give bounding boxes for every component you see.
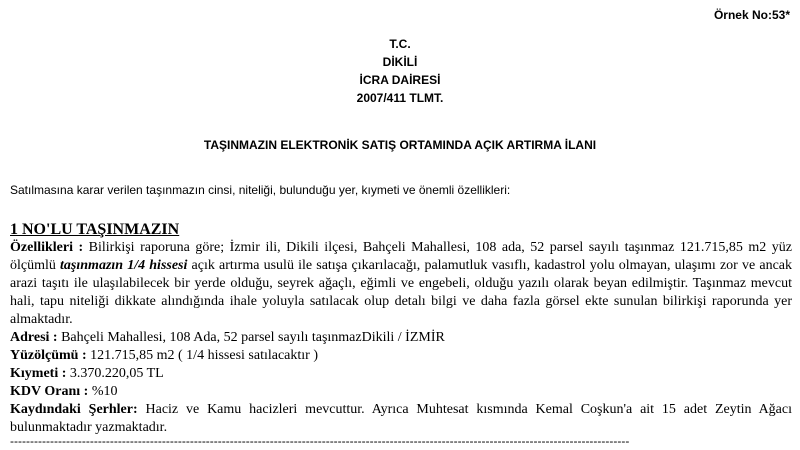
- property-area: [10, 347, 792, 365]
- features-text-before: Bilirkişi raporuna göre; İzmir ili, Dikili ilçesi, Bahçeli Mahallesi, 108 ada, 52 parsel sayılı taşınmaz 121.715,85 m2 yüz ölçümlü: [10, 240, 792, 273]
- property-section-title: 1 NO'LU TAŞINMAZIN: [10, 221, 180, 238]
- value-amount: 3.370.220,05 TL: [66, 366, 164, 381]
- area-value: 121.715,85 m2 ( 1/4 hissesi satılacaktır ): [86, 348, 318, 363]
- header-line-district: DİKİLİ: [382, 55, 418, 69]
- vat-value: %10: [88, 384, 118, 399]
- section-divider: -----------------------------------------------------------------------------------------------------------------------------------------------------------: [10, 434, 630, 448]
- sample-number: Örnek No:53*: [713, 8, 790, 22]
- property-value: [10, 365, 792, 383]
- area-label: Yüzölçümü :: [10, 348, 87, 363]
- annotations-label: Kaydındaki Şerhler:: [10, 402, 138, 417]
- property-vat-rate: [10, 383, 792, 401]
- property-address: [10, 329, 792, 347]
- header-line-file-number: 2007/411 TLMT.: [356, 91, 444, 105]
- property-annotations: [10, 401, 792, 437]
- intro-text: Satılmasına karar verilen taşınmazın cinsi, niteliği, bulunduğu yer, kıymeti ve önemli özellikleri:: [10, 183, 511, 197]
- annotations-value: Haciz ve Kamu hacizleri mevcuttur. Ayrıca Muhtesat kısmında Kemal Coşkun'a ait 15 adet Zeytin Ağacı bulunmaktadır yazmaktadır.: [10, 402, 793, 435]
- property-section: [10, 220, 792, 437]
- document-header: [0, 35, 800, 107]
- features-emphasis: taşınmazın 1/4 hissesi: [60, 258, 188, 273]
- address-label: Adresi :: [10, 330, 58, 345]
- features-text-after: açık artırma usulü ile satışa çıkarılacağı, palamutluk vasıflı, kadastrol yolu olmayan, ulaşımı zor ve ancak arazi taşıtı ile ulaşılabilecek bir yerde olduğu, seyrek ağaçlı, eğimli ve engebeli, olduğu yazılı olarak beyan edilmiştir. Taşınmaz mevcut hali, tapu niteliği dikkate alındığında ihale yoluyla satılacak olup detalı bilgi ve daha fazla görsel ekte sunulan bilirkişi raporunda yer almaktadır.: [10, 258, 793, 327]
- vat-label: KDV Oranı :: [10, 384, 89, 399]
- announcement-title: TAŞINMAZIN ELEKTRONİK SATIŞ ORTAMINDA AÇIK ARTIRMA İLANI: [203, 138, 597, 152]
- features-label: Özellikleri :: [10, 240, 84, 255]
- header-line-tc: T.C.: [389, 37, 411, 51]
- property-features: [10, 239, 792, 329]
- header-line-office: İCRA DAİRESİ: [359, 73, 441, 87]
- value-label: Kıymeti :: [10, 366, 67, 381]
- address-value: Bahçeli Mahallesi, 108 Ada, 52 parsel sayılı taşınmazDikili / İZMİR: [57, 330, 445, 345]
